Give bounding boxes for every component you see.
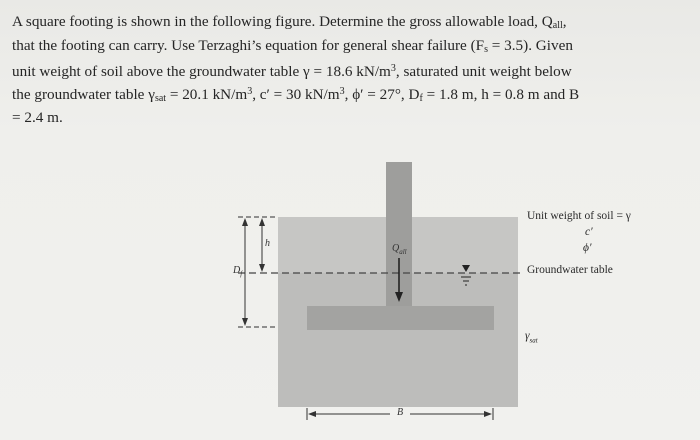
- q-all-label: $Q_{all}$: [392, 243, 407, 256]
- b-arrow-right: [484, 411, 492, 417]
- problem-line-1: A square footing is shown in the following figure. Determine the gross allowable load, $Q_{all}$,: [12, 13, 567, 31]
- problem-line-3: unit weight of soil above the groundwater table γ = 18.6 $kN/m^3$, saturated unit weight below: [12, 63, 572, 80]
- b-label: B: [397, 407, 404, 418]
- b-arrow-left: [308, 411, 316, 417]
- df-arrow-up: [242, 218, 248, 226]
- h-label: h: [265, 238, 270, 249]
- problem-line-4: the groundwater table $\gamma_{sat} = 20.1$ $kN/m^3$, c′ = 30 $kN/m^3$, ϕ′ = 27°, $D_f = 1.8$ m, h = 0.8 m and B: [12, 85, 580, 104]
- h-arrow-down: [259, 264, 265, 272]
- problem-line-5: = 2.4 m.: [12, 109, 63, 126]
- friction-angle-label: ϕ′: [583, 242, 592, 254]
- gamma-sat-label: $\gamma_{sat}$: [525, 330, 538, 345]
- df-label: $D_f$: [233, 265, 243, 278]
- cohesion-label: c′: [585, 226, 593, 238]
- groundwater-table-label: Groundwater table: [527, 264, 613, 276]
- df-arrow-down: [242, 318, 248, 326]
- unit-weight-label: Unit weight of soil = γ: [527, 210, 631, 222]
- h-arrow-up: [259, 218, 265, 226]
- problem-line-2: that the footing can carry. Use Terzaghi’s equation for general shear failure $(F_s = 3.5)$. Given: [12, 36, 573, 55]
- footing-base: [307, 306, 494, 330]
